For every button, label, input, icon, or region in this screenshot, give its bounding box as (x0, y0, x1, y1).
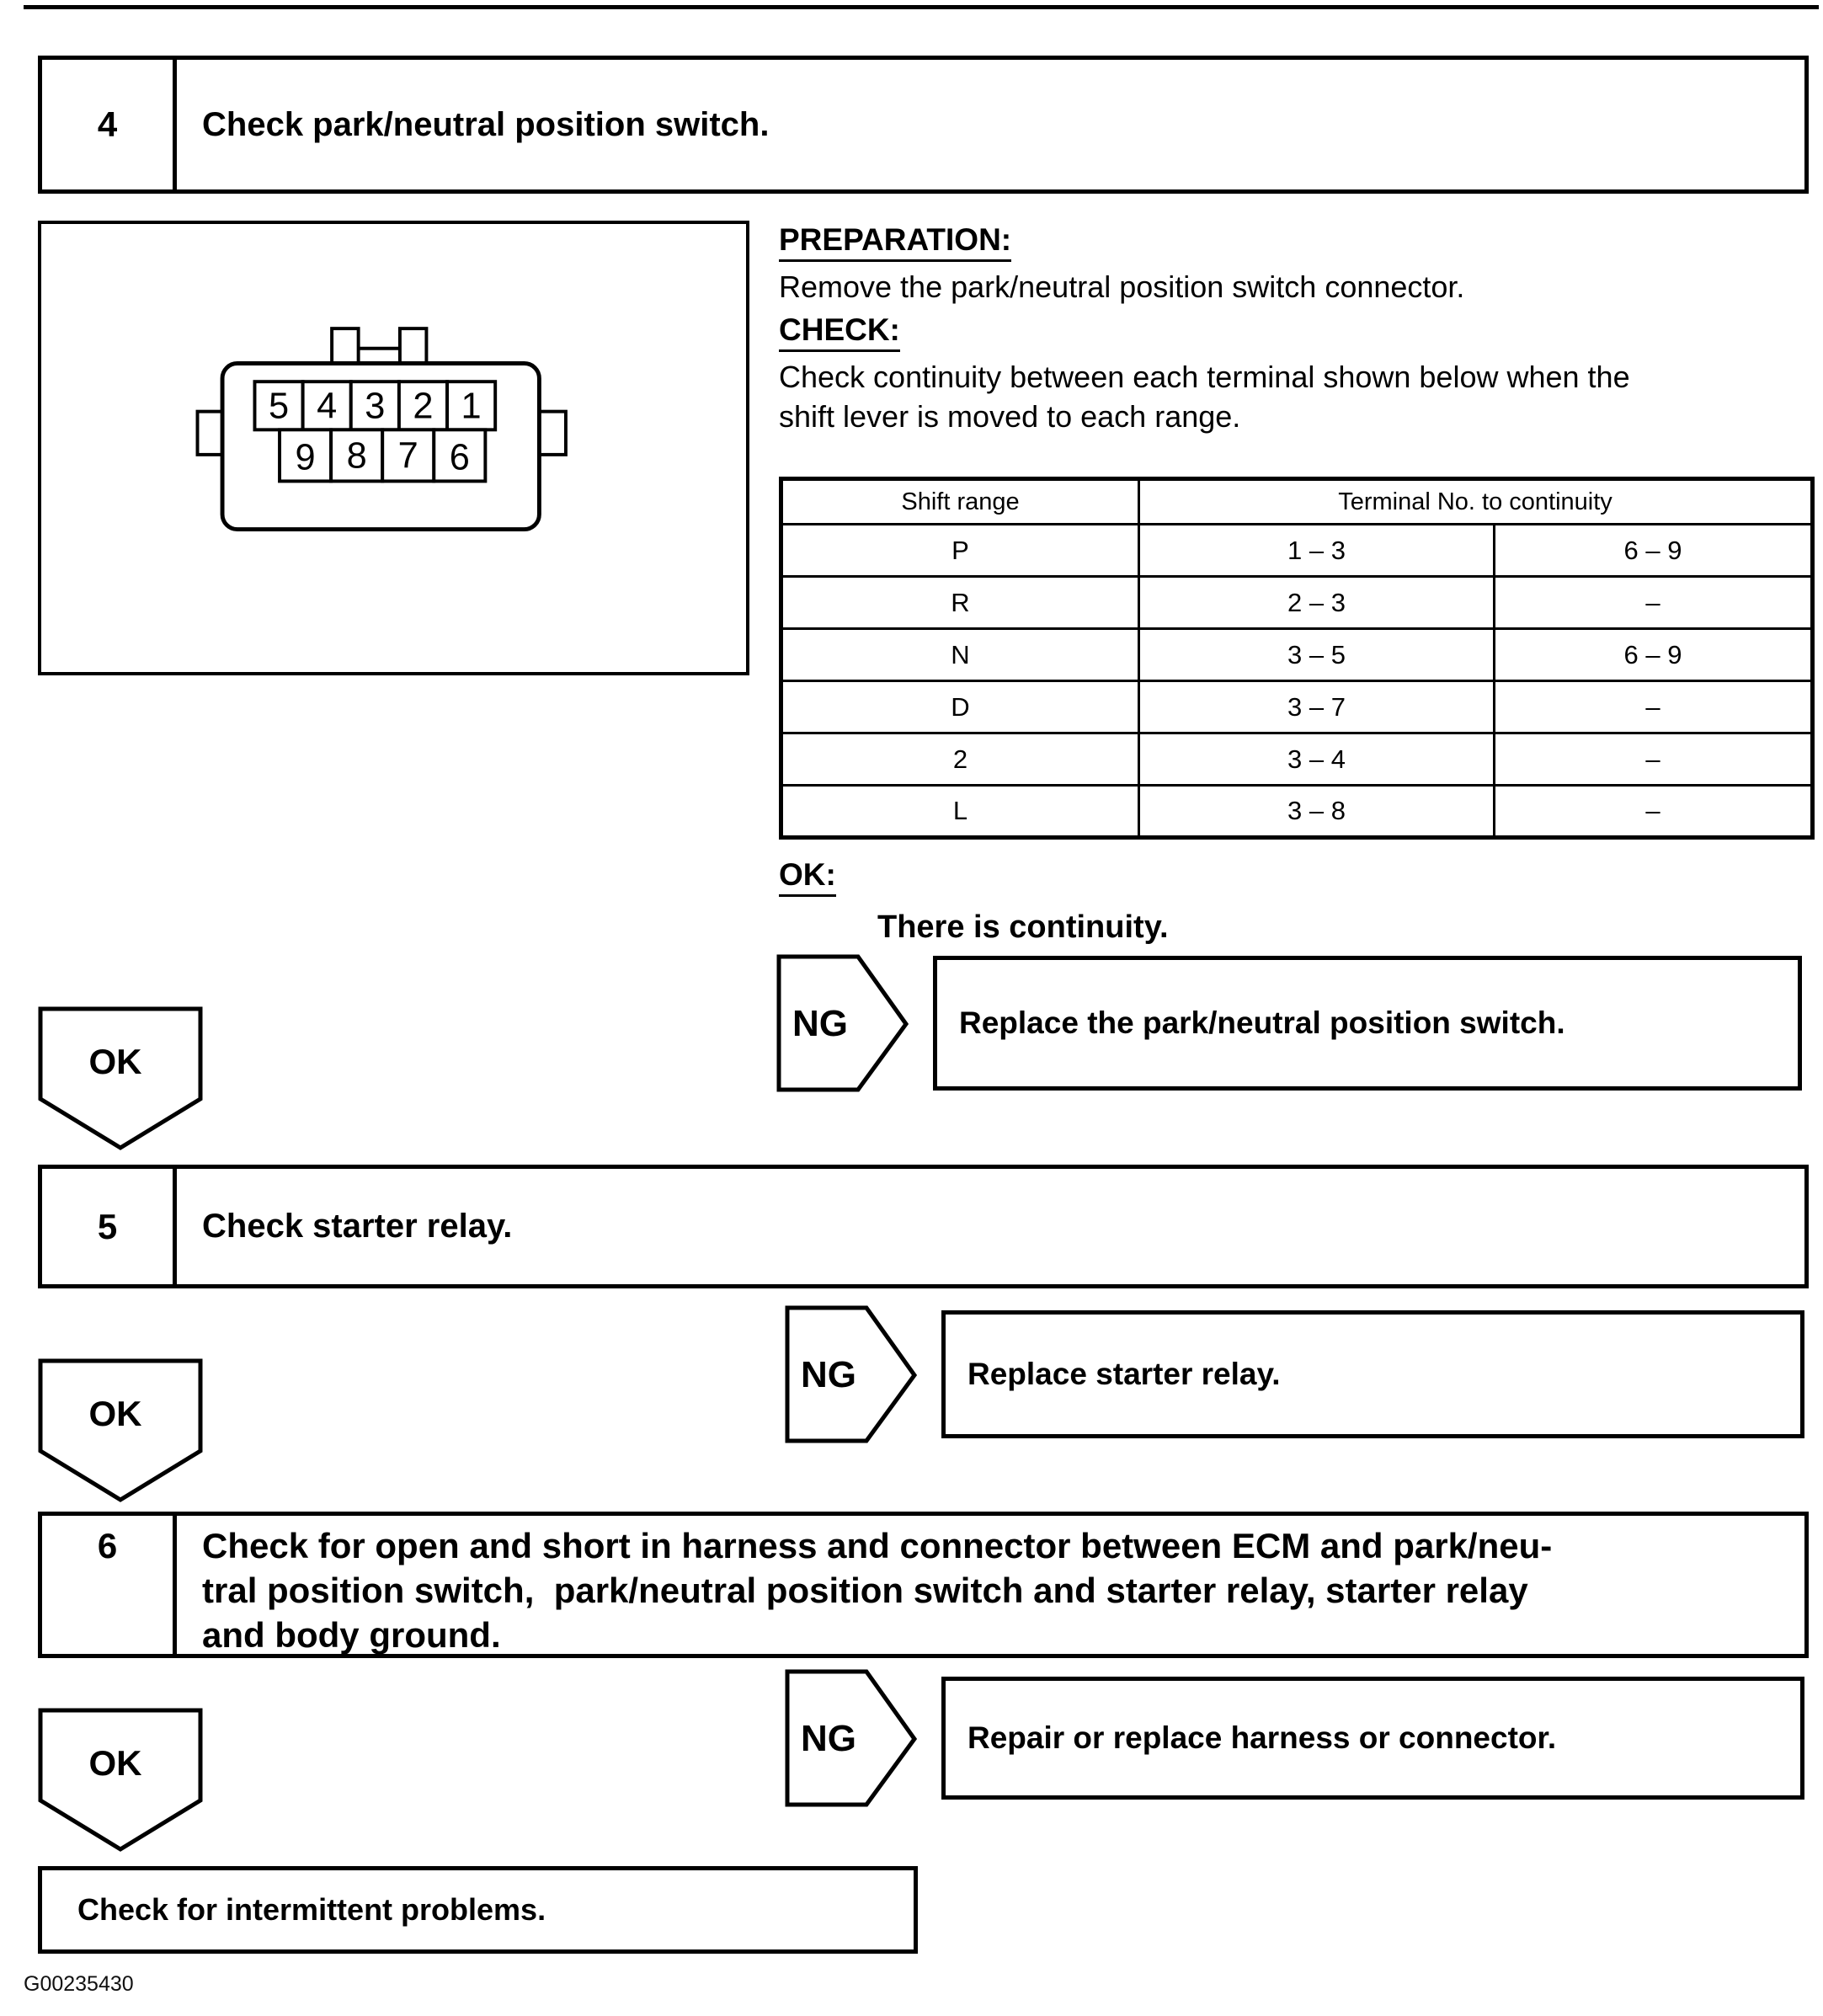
ng-branch-1 (776, 954, 1802, 1092)
connector-ear-left (198, 412, 225, 455)
ng-label-1: NG (792, 1003, 848, 1044)
cell-terminal-pair-2: – (1495, 786, 1813, 838)
cell-terminal-pair-1: 2 – 3 (1139, 577, 1495, 629)
step-6-title-line-3: and body ground. (202, 1614, 501, 1655)
ok-arrow-1 (38, 1006, 203, 1151)
final-result-text: Check for intermittent problems. (77, 1892, 546, 1927)
step-5-box (38, 1165, 1809, 1288)
cell-shift-range: D (781, 681, 1139, 733)
table-header-shift-range: Shift range (781, 479, 1139, 525)
step-4-title: Check park/neutral position switch. (202, 105, 770, 143)
park-neutral-connector-diagram (41, 224, 746, 672)
table-header-row (781, 479, 1813, 525)
step-5-number: 5 (42, 1169, 177, 1284)
ok-arrow-2 (38, 1358, 203, 1503)
cell-shift-range: P (781, 525, 1139, 577)
ng-action-text-2: Replace starter relay. (967, 1357, 1281, 1391)
cell-terminal-pair-2: – (1495, 733, 1813, 786)
cell-terminal-pair-1: 3 – 8 (1139, 786, 1495, 838)
table-row-n (781, 629, 1813, 681)
continuity-table (779, 477, 1815, 840)
connector-latch-left (332, 328, 359, 365)
connector-pin-1: 1 (461, 386, 482, 427)
ok-label: OK: (779, 857, 836, 897)
connector-pin-9: 9 (295, 437, 316, 478)
table-row-d (781, 681, 1813, 733)
check-label: CHECK: (779, 312, 900, 352)
connector-pin-7: 7 (397, 435, 418, 477)
step-6-title (177, 1516, 1804, 1654)
table-row-p (781, 525, 1813, 577)
cell-shift-range: N (781, 629, 1139, 681)
cell-terminal-pair-1: 3 – 4 (1139, 733, 1495, 786)
cell-shift-range: 2 (781, 733, 1139, 786)
ok-result-text: There is continuity. (877, 909, 1169, 945)
preparation-label: PREPARATION: (779, 222, 1011, 262)
ok-arrow-2-label: OK (88, 1394, 142, 1433)
ng-arrow-icon (776, 954, 909, 1092)
connector-pin-5: 5 (268, 386, 290, 427)
cell-terminal-pair-2: – (1495, 681, 1813, 733)
cell-terminal-pair-2: 6 – 9 (1495, 525, 1813, 577)
ng-action-box-2 (941, 1310, 1804, 1438)
cell-terminal-pair-2: 6 – 9 (1495, 629, 1813, 681)
step-6-number: 6 (42, 1516, 177, 1654)
cell-terminal-pair-1: 3 – 5 (1139, 629, 1495, 681)
table-header-terminal-continuity: Terminal No. to continuity (1139, 479, 1813, 525)
connector-ear-right (539, 412, 566, 455)
ok-arrow-3-label: OK (88, 1743, 142, 1783)
table-row-2 (781, 733, 1813, 786)
cell-terminal-pair-2: – (1495, 577, 1813, 629)
ng-arrow-icon (785, 1305, 918, 1443)
step-6-title-line-2: tral position switch, park/neutral position switch and starter relay, starter relay (202, 1570, 1528, 1610)
step-6-title-line-1: Check for open and short in harness and connector between ECM and park/neu- (202, 1526, 1553, 1565)
ng-action-text-1: Replace the park/neutral position switch. (959, 1005, 1565, 1040)
table-row-r (781, 577, 1813, 629)
ng-branch-3 (785, 1669, 1804, 1807)
connector-figure-box (38, 221, 749, 675)
cell-shift-range: L (781, 786, 1139, 838)
ok-arrow-1-label: OK (88, 1042, 142, 1081)
final-result-box (38, 1866, 918, 1954)
page-top-rule (24, 5, 1819, 9)
ng-action-text-3: Repair or replace harness or connector. (967, 1720, 1557, 1755)
step-5-title: Check starter relay. (202, 1208, 513, 1245)
cell-terminal-pair-1: 3 – 7 (1139, 681, 1495, 733)
cell-shift-range: R (781, 577, 1139, 629)
ng-action-box-1 (933, 956, 1802, 1091)
ng-arrow-icon (785, 1669, 918, 1807)
figure-code: G00235430 (24, 1972, 134, 1996)
ng-action-box-3 (941, 1677, 1804, 1800)
connector-pin-6: 6 (449, 437, 470, 478)
step-6-box (38, 1512, 1809, 1658)
connector-pin-8: 8 (346, 435, 367, 477)
ng-label-2: NG (801, 1354, 856, 1395)
step-4-instructions (779, 222, 1815, 437)
table-row-l (781, 786, 1813, 838)
ng-branch-2 (785, 1305, 1804, 1443)
step-4-box (38, 56, 1809, 194)
connector-pin-4: 4 (317, 386, 338, 427)
preparation-text: Remove the park/neutral position switch connector. (779, 269, 1465, 304)
cell-terminal-pair-1: 1 – 3 (1139, 525, 1495, 577)
ng-label-3: NG (801, 1718, 856, 1759)
step-4-number: 4 (42, 60, 177, 189)
connector-pin-3: 3 (365, 386, 386, 427)
check-text-line-1: Check continuity between each terminal shown below when the (779, 359, 1630, 394)
connector-latch-right (400, 328, 427, 365)
ok-arrow-3 (38, 1708, 203, 1853)
check-text-line-2: shift lever is moved to each range. (779, 399, 1241, 435)
connector-pin-2: 2 (413, 386, 434, 427)
